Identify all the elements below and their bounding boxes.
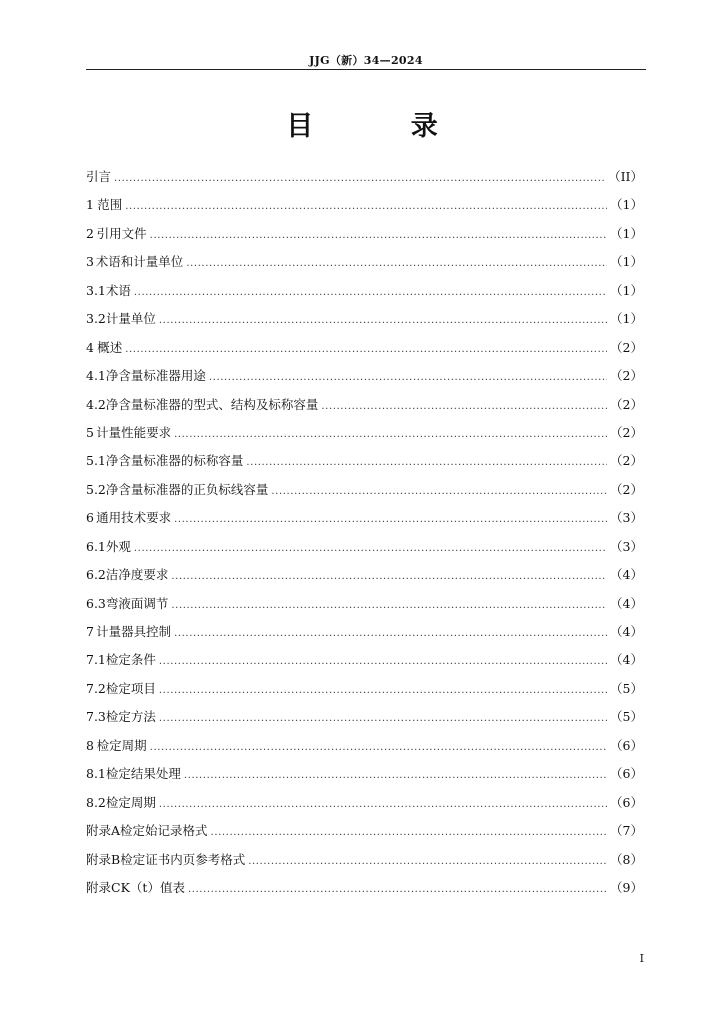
toc-entry-number: 6.3: [86, 595, 106, 611]
toc-entry[interactable]: [86, 621, 643, 649]
toc-entry-number: 3.2: [86, 311, 106, 327]
toc-entry-number: 4: [86, 339, 94, 355]
toc-entry[interactable]: [86, 479, 643, 507]
toc-entry-title: 计量性能要求: [96, 424, 172, 440]
dot-leader: [159, 708, 607, 730]
header-divider: [86, 69, 646, 70]
toc-entry-page: （1）: [610, 282, 643, 298]
toc-entry-number: 7: [86, 624, 94, 639]
dot-leader: [188, 879, 607, 901]
toc-entry-number: 1: [86, 197, 94, 213]
dot-leader: [134, 538, 607, 560]
dot-leader: [171, 595, 607, 617]
dot-leader: [159, 680, 607, 702]
toc-entry[interactable]: [86, 706, 643, 734]
dot-leader: [114, 168, 605, 190]
toc-entry-page: （4）: [610, 567, 643, 583]
toc-entry[interactable]: [86, 166, 643, 194]
dot-leader: [159, 794, 607, 816]
toc-entry[interactable]: [86, 337, 643, 365]
toc-entry-title: 净含量标准器的标称容量: [105, 453, 244, 469]
toc-entry-number: 2: [86, 225, 94, 241]
dot-leader: [125, 196, 607, 218]
dot-leader: [159, 651, 607, 673]
toc-entry-page: （1）: [610, 225, 643, 241]
toc-entry[interactable]: [86, 394, 643, 422]
toc-entry-page: （6）: [610, 794, 643, 810]
toc-entry-title: 言: [98, 169, 112, 184]
toc-entry-page: （3）: [610, 510, 643, 526]
table-of-contents: [86, 166, 643, 905]
toc-entry-title: 检定周期: [96, 737, 147, 753]
toc-entry-number: 5.2: [86, 481, 106, 497]
toc-entry-number: 5: [86, 424, 94, 440]
toc-entry-title: 检定条件: [105, 652, 156, 668]
dot-leader: [184, 765, 607, 787]
toc-entry-title: 检定周期: [105, 794, 156, 810]
toc-entry-number: 8.2: [86, 794, 106, 810]
dot-leader: [174, 424, 607, 446]
toc-entry-page: （1）: [610, 254, 643, 270]
toc-entry-title: 概述: [97, 339, 123, 355]
toc-entry[interactable]: [86, 849, 643, 877]
toc-entry[interactable]: [86, 564, 643, 592]
toc-entry[interactable]: [86, 678, 643, 706]
toc-entry-title: 计量器具控制: [96, 624, 172, 639]
toc-entry-number: 7.3: [86, 709, 106, 725]
dot-leader: [186, 253, 607, 275]
toc-entry-page: （6）: [610, 766, 643, 782]
toc-entry[interactable]: [86, 536, 643, 564]
toc-entry-page: （4）: [610, 624, 643, 639]
toc-entry-number: 附录C: [86, 879, 121, 895]
toc-entry-title: 通用技术要求: [96, 510, 172, 526]
footer-page-number: I: [639, 952, 644, 965]
toc-entry[interactable]: [86, 422, 643, 450]
toc-entry-title: 外观: [105, 538, 131, 554]
dot-leader: [171, 566, 607, 588]
toc-entry-page: （2）: [610, 453, 643, 469]
dot-leader: [248, 851, 607, 873]
toc-entry-title: 净含量标准器的正负标线容量: [105, 481, 269, 497]
toc-entry-page: （2）: [610, 481, 643, 497]
dot-leader: [211, 822, 608, 844]
toc-entry-page: （5）: [610, 680, 643, 696]
toc-entry-number: 引: [86, 169, 99, 184]
toc-entry-page: （2）: [610, 396, 643, 412]
toc-entry-number: 4.1: [86, 368, 106, 384]
toc-entry-number: 7.1: [86, 652, 106, 668]
toc-entry-page: （II）: [608, 169, 643, 184]
toc-entry-number: 3.1: [86, 282, 106, 298]
toc-entry-number: 5.1: [86, 453, 106, 469]
toc-entry[interactable]: [86, 308, 643, 336]
toc-entry-number: 6.2: [86, 567, 106, 583]
toc-entry-title: 检定项目: [105, 680, 156, 696]
dot-leader: [134, 282, 607, 304]
toc-entry[interactable]: [86, 649, 643, 677]
toc-entry-title: 术语: [105, 282, 131, 298]
toc-entry-title: 引用文件: [96, 225, 147, 241]
document-code-header: JJG（新）34—2024: [309, 54, 423, 67]
toc-entry-page: （2）: [610, 424, 643, 440]
toc-entry-title: 检定始记录格式: [120, 823, 208, 839]
toc-entry-page: （2）: [610, 368, 643, 384]
toc-entry-page: （3）: [610, 538, 643, 554]
dot-leader: [321, 396, 607, 418]
toc-entry[interactable]: [86, 593, 643, 621]
toc-entry-number: 4.2: [86, 396, 106, 412]
toc-entry-page: （1）: [610, 197, 643, 213]
toc-entry-title: 净含量标准器的型式、结构及标称容量: [105, 396, 319, 412]
dot-leader: [271, 481, 607, 503]
toc-entry-title: 检定证书内页参考格式: [120, 851, 246, 867]
toc-entry-page: （5）: [610, 709, 643, 725]
dot-leader: [209, 367, 607, 389]
dot-leader: [150, 225, 607, 247]
dot-leader: [125, 339, 607, 361]
toc-entry-title: 范围: [97, 197, 123, 213]
toc-entry-number: 8: [86, 737, 94, 753]
toc-entry-number: 附录B: [86, 851, 121, 867]
toc-entry-title: 术语和计量单位: [95, 254, 184, 270]
toc-entry-number: 附录A: [86, 823, 121, 839]
toc-entry-number: 7.2: [86, 680, 106, 696]
toc-entry[interactable]: [86, 194, 643, 222]
toc-entry[interactable]: [86, 223, 643, 251]
toc-entry-title: 检定结果处理: [105, 766, 181, 782]
toc-entry[interactable]: [86, 507, 643, 535]
toc-entry-number: 6: [86, 510, 94, 526]
toc-entry-page: （7）: [610, 823, 643, 839]
toc-entry-title: 检定方法: [105, 709, 156, 725]
toc-entry[interactable]: [86, 365, 643, 393]
toc-entry-page: （4）: [610, 652, 643, 668]
toc-entry-title: 洁净度要求: [105, 567, 169, 583]
toc-entry-page: （8）: [610, 851, 643, 867]
toc-entry-number: 3: [86, 254, 94, 270]
toc-entry-page: （6）: [610, 737, 643, 753]
toc-entry-page: （4）: [610, 595, 643, 611]
toc-entry-number: 6.1: [86, 538, 106, 554]
toc-entry[interactable]: [86, 877, 643, 905]
dot-leader: [174, 623, 607, 645]
dot-leader: [246, 452, 607, 474]
dot-leader: [159, 310, 607, 332]
toc-entry[interactable]: [86, 450, 643, 478]
toc-entry[interactable]: [86, 820, 643, 848]
toc-entry-number: 8.1: [86, 766, 106, 782]
toc-entry-title: K（t）值表: [120, 879, 185, 895]
dot-leader: [150, 737, 607, 759]
toc-entry-title: 计量单位: [105, 311, 156, 327]
toc-entry-title: 弯液面调节: [105, 595, 169, 611]
toc-entry-page: （2）: [610, 339, 643, 355]
page-title: 目 录: [286, 111, 482, 142]
toc-entry[interactable]: [86, 251, 643, 279]
toc-entry[interactable]: [86, 280, 643, 308]
toc-entry-page: （9）: [610, 879, 643, 895]
toc-entry-title: 净含量标准器用途: [105, 368, 206, 384]
dot-leader: [174, 509, 607, 531]
toc-entry[interactable]: [86, 792, 643, 820]
toc-entry[interactable]: [86, 735, 643, 763]
toc-entry-page: （1）: [610, 311, 643, 327]
toc-entry[interactable]: [86, 763, 643, 791]
